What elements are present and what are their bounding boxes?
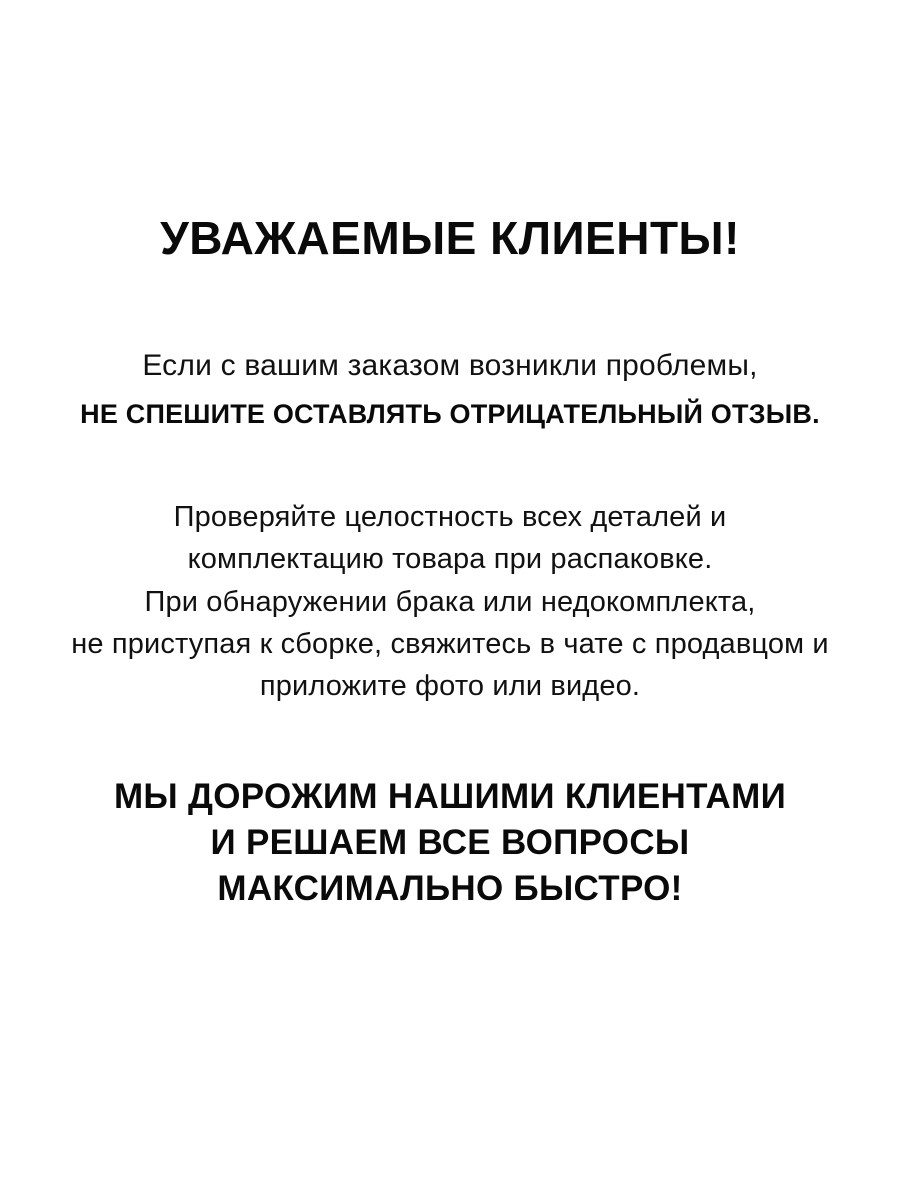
instruction-line: комплектацию товара при распаковке.: [187, 543, 713, 576]
intro-emphasis: НЕ СПЕШИТЕ ОСТАВЛЯТЬ ОТРИЦАТЕЛЬНЫЙ ОТЗЫВ.: [80, 398, 820, 429]
page-title: УВАЖАЕМЫЕ КЛИЕНТЫ!: [160, 212, 740, 264]
instruction-line: приложите фото или видео.: [259, 670, 641, 703]
closing-line: МЫ ДОРОЖИМ НАШИМИ КЛИЕНТАМИ: [113, 776, 787, 816]
instructions-block: [20, 496, 880, 708]
intro-block: [40, 346, 860, 432]
intro-line: Если с вашим заказом возникли проблемы,: [142, 349, 758, 383]
instruction-line: При обнаружении брака или недокомплекта,: [144, 585, 756, 618]
instruction-line: Проверяйте целостность всех деталей и: [173, 501, 727, 533]
closing-block: [30, 774, 870, 913]
instruction-line: не приступая к сборке, свяжитесь в чате с продавцом и: [71, 627, 829, 660]
closing-line: МАКСИМАЛЬНО БЫСТРО!: [217, 869, 683, 909]
closing-line: И РЕШАЕМ ВСЕ ВОПРОСЫ: [210, 822, 690, 862]
